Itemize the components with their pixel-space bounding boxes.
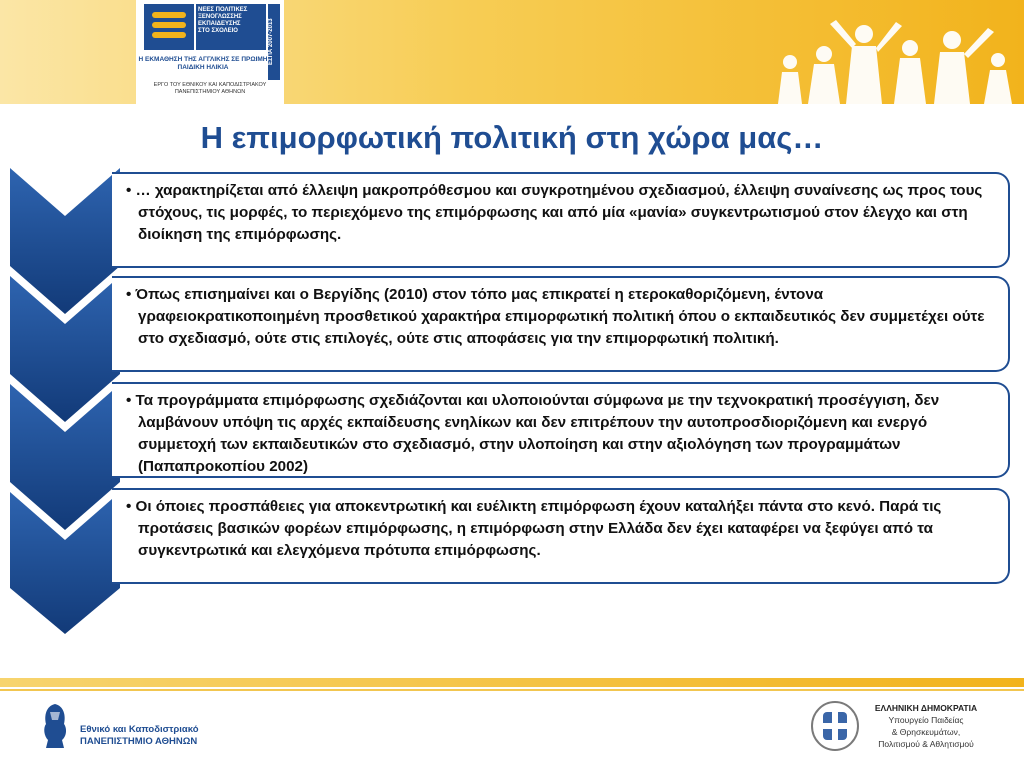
ministry-name: ΕΛΛΗΝΙΚΗ ΔΗΜΟΚΡΑΤΙΑ Υπουργείο Παιδείας & Θρησκευμάτων, Πολιτισμού & Αθλητισμού xyxy=(874,703,978,749)
bullet-text: • Οι όποιες προσπάθειες για αποκεντρωτική και ευέλικτη επιμόρφωση έχουν καταλήξει πάντα στο κενό. Παρά τις προτάσεις βασικών φορέων επιμόρφωσης, η επιμόρφωση στην Ελλάδα δεν έχει καταφέρει να ξεφύγει από τα συγκεντρωτικά και ελεγχόμενα πρότυπα επιμόρφωσης. xyxy=(126,496,996,562)
program-university: ΕΡΓΟ ΤΟΥ ΕΘΝΙΚΟΥ ΚΑΙ ΚΑΠΟΔΙΣΤΡΙΑΚΟΥ ΠΑΝΕΠΙΣΤΗΜΙΟΥ ΑΘΗΝΩΝ xyxy=(153,82,267,95)
greek-coat-of-arms-icon xyxy=(810,700,860,752)
program-logo xyxy=(136,0,284,104)
children-silhouette-icon xyxy=(760,14,1024,104)
chevron-down-icon xyxy=(10,168,120,638)
footer-divider xyxy=(0,689,1024,691)
content-box xyxy=(112,276,1010,372)
program-title: ΝΕΕΣ ΠΟΛΙΤΙΚΕΣ ΞΕΝΟΓΛΩΣΣΗΣ ΕΚΠΑΙΔΕΥΣΗΣ ΣΤΟ ΣΧΟΛΕΙΟ xyxy=(196,4,266,50)
content-box xyxy=(112,172,1010,268)
slide-title: Η επιμορφωτική πολιτική στη χώρα μας… xyxy=(200,120,824,155)
university-emblem-icon xyxy=(40,702,70,750)
bullet-text: • Όπως επισημαίνει και ο Βεργίδης (2010) στον τόπο μας επικρατεί η ετεροκαθοριζόμενη, έντονα γραφειοκρατικοποιημένη προσθετικού χαρακτήρα επιμορφωτική πολιτική όπου ο εκπαιδευτικός δεν συμμετέχει ούτε στο σχεδιασμό, ούτε στις επιλογές, ούτε στις αποφάσεις για την επιμορφωτική πολιτική. xyxy=(126,284,996,350)
university-name: Εθνικό και Καποδιστριακό ΠΑΝΕΠΙΣΤΗΜΙΟ ΑΘΗΝΩΝ xyxy=(80,724,199,747)
content-box xyxy=(112,488,1010,584)
espa-label: ΕΣΠΑ 2007-2013 xyxy=(268,4,280,80)
content-box xyxy=(112,382,1010,478)
footer-band xyxy=(0,678,1024,687)
book-emblem-icon xyxy=(144,4,194,50)
bullet-text: • Τα προγράμματα επιμόρφωσης σχεδιάζονται και υλοποιούνται σύμφωνα με την τεχνοκρατική προσέγγιση, δεν λαμβάνουν υπόψη τις αρχές εκπαίδευσης ενηλίκων και δεν επιτρέπουν την αυτοπροσδιοριζόμενη και ενεργό συμμετοχή των εκπαιδευτικών στο σχεδιασμό, στην υλοποίηση και στην αξιολόγηση των προγραμμάτων (Παπαπροκοπίου 2002) xyxy=(126,390,996,478)
program-subtitle: Η ΕΚΜΑΘΗΣΗ ΤΗΣ ΑΓΓΛΙΚΗΣ ΣΕ ΠΡΩΙΜΗ ΠΑΙΔΙΚΗ ΗΛΙΚΙΑ xyxy=(138,56,268,71)
bullet-text: • … χαρακτηρίζεται από έλλειψη μακροπρόθεσμου και συγκροτημένου σχεδιασμού, έλλειψη συναίνεσης ως προς τους στόχους, τις μορφές, το περιεχόμενο της επιμόρφωσης και από μία «μανία» συγκεντρωτισμού στον έλεγχο και στη διοίκηση της επιμόρφωσης. xyxy=(126,180,996,246)
